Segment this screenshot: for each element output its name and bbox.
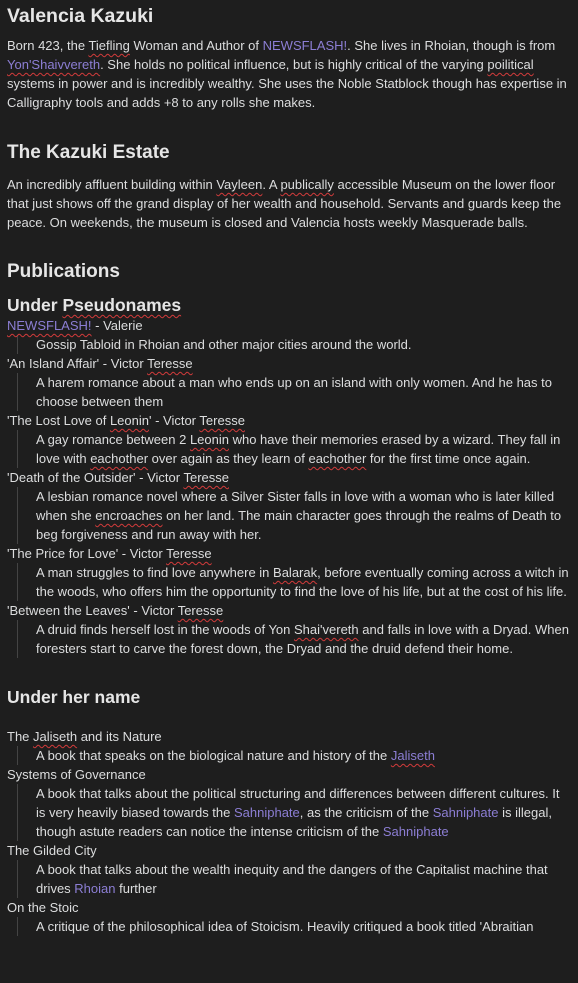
jaliseth-link[interactable]: Jaliseth [390,748,435,763]
publication-description: A book that talks about the political structuring and differences between different cultures. It is very heavily biased towards the Sahniphate, as the criticism of the Sahniphate is illegal, though astute readers can notice the intense criticism of the Sahniphate [17,784,571,841]
publication-title: Systems of Governance [7,767,146,782]
publications-heading: Publications [7,261,120,282]
estate-description: An incredibly affluent building within Vayleen. A publically accessible Museum on the lower floor that just shows off the grand display of her wealth and household. Servants and guards keep the peace. On weekends, the museum is closed and Valencia hosts weekly Masquerade balls. [7,177,562,230]
publication-description: Gossip Tabloid in Rhoian and other major cities around the world. [17,335,571,354]
publication-description: A lesbian romance novel where a Silver Sister falls in love with a woman who is later killed when she encroaches on her land. The main character goes through the realms of Death to beg forgiveness and run away with her. [17,487,571,544]
newsflash-link[interactable]: NEWSFLASH! [262,38,348,53]
sahniphate-link[interactable]: Sahniphate [382,824,449,839]
publication-description: A harem romance about a man who ends up on an island with only women. And he has to choose between them [17,373,571,411]
spellcheck-word: Tiefling [88,38,130,53]
rhoian-link[interactable]: Rhoian [74,881,116,896]
under-her-name-heading: Under her name [7,687,141,707]
estate-heading: The Kazuki Estate [7,142,170,163]
publication-title: 'Death of the Outsider' - Victor Teresse [7,470,229,485]
newsflash-link[interactable]: NEWSFLASH! [7,318,92,333]
sahniphate-link[interactable]: Sahniphate [233,805,300,820]
publication-description: A gay romance between 2 Leonin who have their memories erased by a wizard. They fall in love with eachother over again as they learn of eachother for the first time once again. [17,430,571,468]
sahniphate-link[interactable]: Sahniphate [432,805,499,820]
pseudonyms-heading: Under Pseudonames [7,295,182,315]
publication-title: The Jaliseth and its Nature [7,729,162,744]
publication-title: 'Between the Leaves' - Victor Teresse [7,603,224,618]
publication-description: A druid finds herself lost in the woods of Yon Shai'vereth and falls in love with a Dryad. When foresters start to carve the forest down, the Dryad and the druid defend their home. [17,620,571,658]
publication-title: On the Stoic [7,900,79,915]
publication-description: A book that speaks on the biological nature and history of the Jaliseth [17,746,571,765]
pseudonym-list [7,316,571,658]
spellcheck-word: publically [280,177,334,192]
spellcheck-word: poilitical [487,57,534,72]
publication-description: A book that talks about the wealth inequity and the dangers of the Capitalist machine that drives Rhoian further [17,860,571,898]
real-name-list [7,727,571,936]
spellcheck-word: Vayleen [216,177,263,192]
character-name-heading: Valencia Kazuki [7,5,154,27]
publication-title: NEWSFLASH! - Valerie [7,318,143,333]
yon-shaivvereth-link[interactable]: Yon'Shaivvereth [7,57,101,72]
publication-title: The Gilded City [7,843,97,858]
publication-title: 'An Island Affair' - Victor Teresse [7,356,193,371]
publication-title: 'The Lost Love of Leonin' - Victor Teresse [7,413,245,428]
publication-title: 'The Price for Love' - Victor Teresse [7,546,212,561]
publication-description: A critique of the philosophical idea of Stoicism. Heavily critiqued a book titled 'Abraitian [17,917,571,936]
character-bio: Born 423, the Tiefling Woman and Author of NEWSFLASH!. She lives in Rhoian, though is from Yon'Shaivvereth. She holds no political influence, but is highly critical of the varying poilitical systems in power and is incredibly wealthy. She uses the Noble Statblock though has expertise in Calligraphy tools and adds +8 to any rolls she makes. [7,38,567,110]
publication-description: A man struggles to find love anywhere in Balarak, before eventually coming across a witch in the woods, who offers him the opportunity to find the love of his life, but at the cost of his life. [17,563,571,601]
